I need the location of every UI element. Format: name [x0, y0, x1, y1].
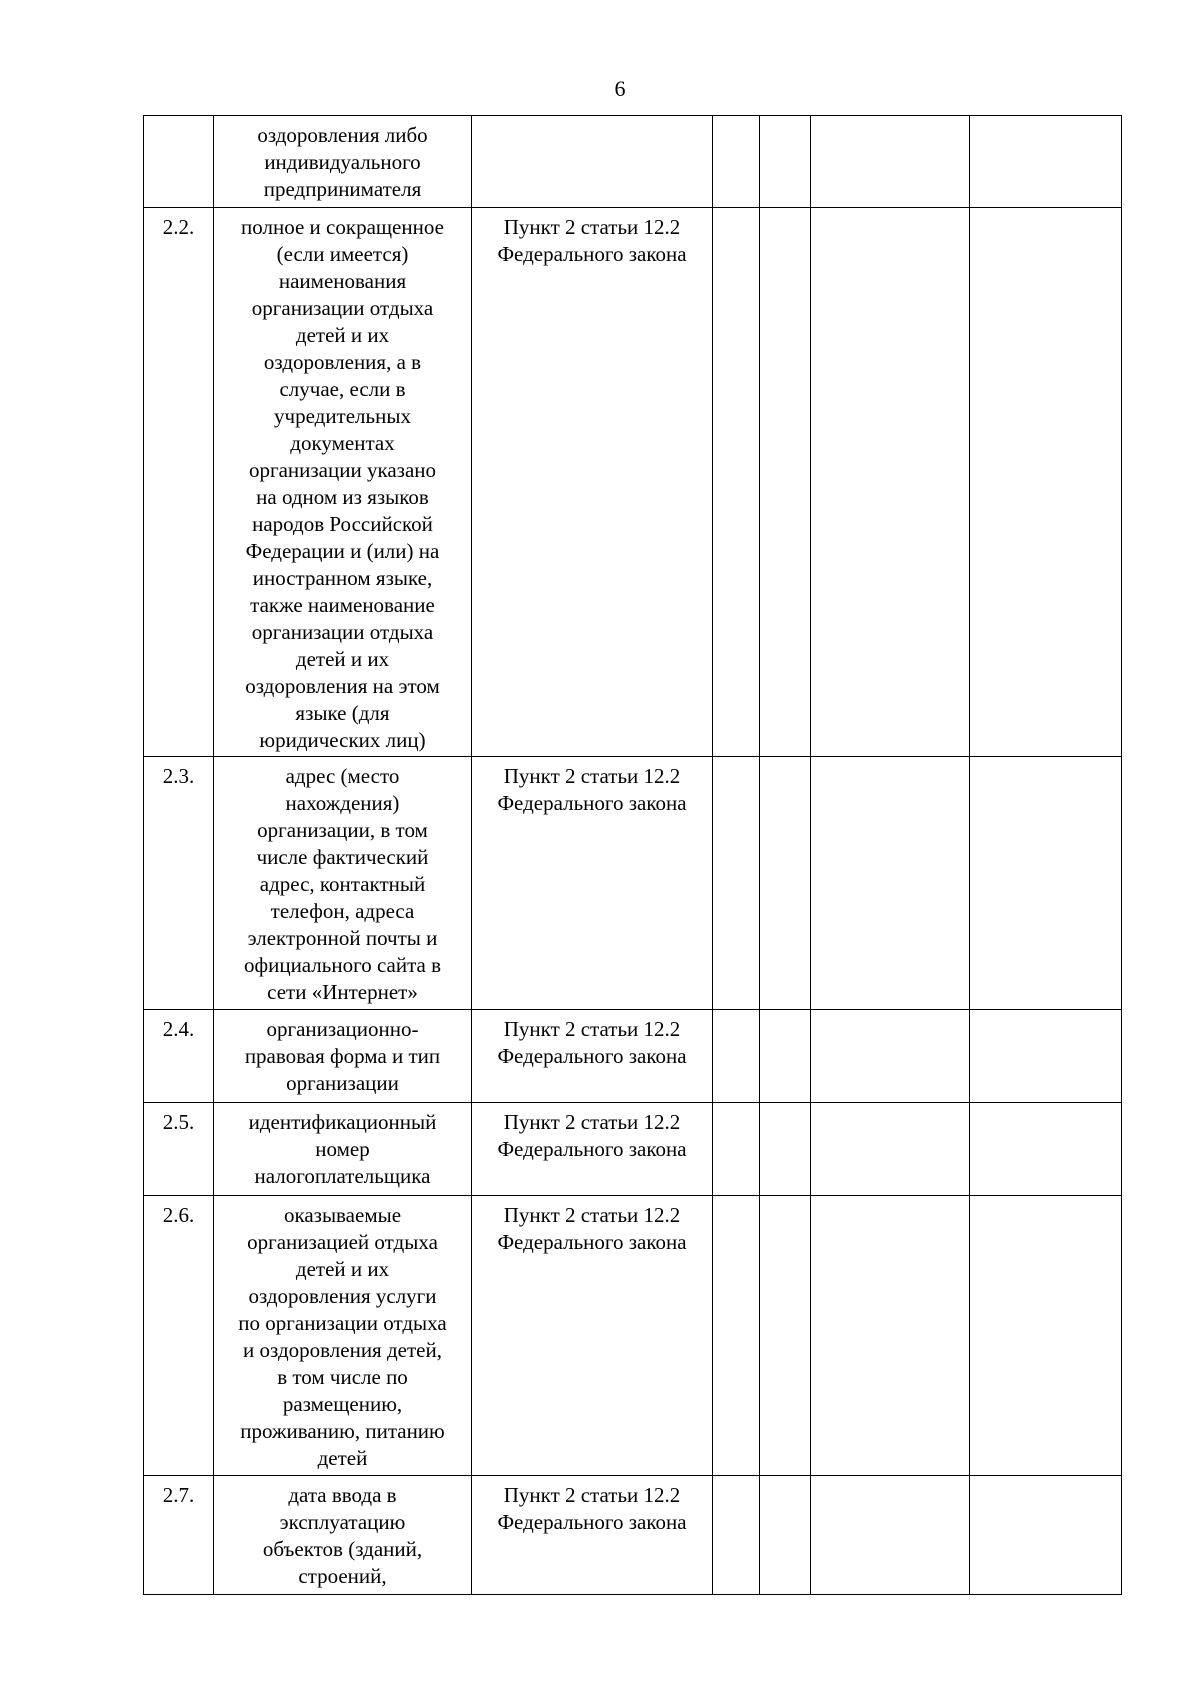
yes-cell — [713, 1196, 760, 1476]
description-line: правовая форма и тип — [244, 1044, 441, 1068]
row-number-cell: 2.7. — [144, 1476, 214, 1595]
description-line: в том числе по — [277, 1365, 408, 1389]
description-line: и оздоровления детей, — [243, 1338, 442, 1362]
requirement-description-cell — [214, 757, 472, 1010]
description-line: нахождения) — [285, 791, 400, 815]
notes-cell — [970, 1103, 1122, 1196]
basis-line: Пункт 2 статьи 12.2 — [503, 764, 681, 788]
basis-line: Пункт 2 статьи 12.2 — [503, 1483, 681, 1507]
not-applicable-cell — [811, 1010, 970, 1103]
description-line: налогоплательщика — [254, 1164, 431, 1188]
no-cell — [760, 208, 811, 757]
description-line: официального сайта в — [243, 953, 442, 977]
table-row — [144, 116, 1122, 208]
basis-line: Федерального закона — [497, 1230, 687, 1254]
table-row — [144, 1103, 1122, 1196]
basis-line: Федерального закона — [497, 1137, 687, 1161]
requirement-description-cell — [214, 1476, 472, 1595]
table-row — [144, 1010, 1122, 1103]
not-applicable-cell — [811, 1196, 970, 1476]
basis-line: Пункт 2 статьи 12.2 — [503, 1110, 681, 1134]
description-line: детей и их — [295, 1257, 390, 1281]
description-line: дата ввода в — [288, 1483, 397, 1507]
table-row — [144, 757, 1122, 1010]
page-number: 6 — [614, 76, 626, 101]
description-line: по организации отдыха — [238, 1311, 447, 1335]
description-line: числе фактический — [256, 845, 429, 869]
table-row — [144, 1476, 1122, 1595]
description-line: Федерации и (или) на — [245, 539, 440, 563]
not-applicable-cell — [811, 116, 970, 208]
legal-basis-cell — [472, 757, 713, 1010]
row-number-cell: 2.4. — [144, 1010, 214, 1103]
requirement-description-cell — [214, 1196, 472, 1476]
not-applicable-cell — [811, 208, 970, 757]
description-line: детей и их — [295, 323, 390, 347]
row-number-cell: 2.5. — [144, 1103, 214, 1196]
yes-cell — [713, 1010, 760, 1103]
legal-basis-cell — [472, 1476, 713, 1595]
table-row — [144, 1196, 1122, 1476]
description-line: адрес, контактный — [259, 872, 426, 896]
yes-cell — [713, 1476, 760, 1595]
no-cell — [760, 1103, 811, 1196]
description-line: случае, если в — [279, 377, 406, 401]
no-cell — [760, 1476, 811, 1595]
row-number-cell — [144, 116, 214, 208]
description-line: сети «Интернет» — [267, 980, 418, 1004]
description-line: предпринимателя — [263, 177, 422, 201]
description-line: народов Российской — [252, 512, 433, 536]
description-line: также наименование — [250, 593, 435, 617]
basis-line: Федерального закона — [497, 242, 687, 266]
notes-cell — [970, 116, 1122, 208]
description-line: адрес (место — [285, 764, 400, 788]
description-line: размещению, — [282, 1392, 403, 1416]
requirement-description-cell — [214, 208, 472, 757]
not-applicable-cell — [811, 757, 970, 1010]
description-line: оздоровления, а в — [263, 350, 422, 374]
basis-line: Пункт 2 статьи 12.2 — [503, 1017, 681, 1041]
description-line: телефон, адреса — [270, 899, 415, 923]
notes-cell — [970, 757, 1122, 1010]
description-line: объектов (зданий, — [262, 1537, 423, 1561]
yes-cell — [713, 757, 760, 1010]
requirements-table — [143, 115, 1122, 1595]
yes-cell — [713, 208, 760, 757]
basis-line: Федерального закона — [497, 1044, 687, 1068]
notes-cell — [970, 1476, 1122, 1595]
description-line: наименования — [278, 269, 407, 293]
description-line: организацией отдыха — [247, 1230, 438, 1254]
description-line: полное и сокращенное — [241, 215, 444, 239]
description-line: проживанию, питанию — [240, 1419, 445, 1443]
description-line: языке (для — [295, 701, 390, 725]
description-line: оздоровления услуги — [248, 1284, 437, 1308]
description-line: (если имеется) — [276, 242, 409, 266]
no-cell — [760, 116, 811, 208]
description-line: строений, — [298, 1564, 387, 1588]
not-applicable-cell — [811, 1103, 970, 1196]
legal-basis-cell — [472, 1196, 713, 1476]
description-line: индивидуального — [264, 150, 421, 174]
basis-line: Федерального закона — [497, 791, 687, 815]
yes-cell — [713, 116, 760, 208]
description-line: учредительных — [274, 404, 411, 428]
description-line: иностранном языке, — [252, 566, 433, 590]
row-number-cell: 2.6. — [144, 1196, 214, 1476]
requirement-description-cell — [214, 1103, 472, 1196]
basis-line: Пункт 2 статьи 12.2 — [503, 215, 681, 239]
description-line: организации отдыха — [251, 620, 434, 644]
description-line: юридических лиц) — [259, 728, 426, 752]
basis-line: Федерального закона — [497, 1510, 687, 1534]
description-line: эксплуатацию — [279, 1510, 406, 1534]
description-line: идентификационный — [248, 1110, 437, 1134]
legal-basis-cell — [472, 1103, 713, 1196]
description-line: на одном из языков — [256, 485, 429, 509]
description-line: оздоровления либо — [257, 123, 428, 147]
notes-cell — [970, 1196, 1122, 1476]
requirement-description-cell — [214, 1010, 472, 1103]
description-line: организации указано — [248, 458, 437, 482]
description-line: электронной почты и — [247, 926, 438, 950]
description-line: детей и их — [295, 647, 390, 671]
yes-cell — [713, 1103, 760, 1196]
description-line: организации — [286, 1071, 399, 1095]
description-line: организации, в том — [257, 818, 428, 842]
basis-line: Пункт 2 статьи 12.2 — [503, 1203, 681, 1227]
description-line: оказываемые — [283, 1203, 402, 1227]
row-number-cell: 2.2. — [144, 208, 214, 757]
description-line: документах — [290, 431, 395, 455]
description-line: организационно- — [266, 1017, 419, 1041]
no-cell — [760, 757, 811, 1010]
description-line: детей — [317, 1446, 368, 1470]
legal-basis-cell — [472, 208, 713, 757]
description-line: организации отдыха — [251, 296, 434, 320]
notes-cell — [970, 208, 1122, 757]
notes-cell — [970, 1010, 1122, 1103]
no-cell — [760, 1196, 811, 1476]
legal-basis-cell — [472, 116, 713, 208]
description-line: оздоровления на этом — [245, 674, 440, 698]
not-applicable-cell — [811, 1476, 970, 1595]
table-row — [144, 208, 1122, 757]
no-cell — [760, 1010, 811, 1103]
row-number-cell: 2.3. — [144, 757, 214, 1010]
requirement-description-cell — [214, 116, 472, 208]
legal-basis-cell — [472, 1010, 713, 1103]
description-line: номер — [315, 1137, 370, 1161]
